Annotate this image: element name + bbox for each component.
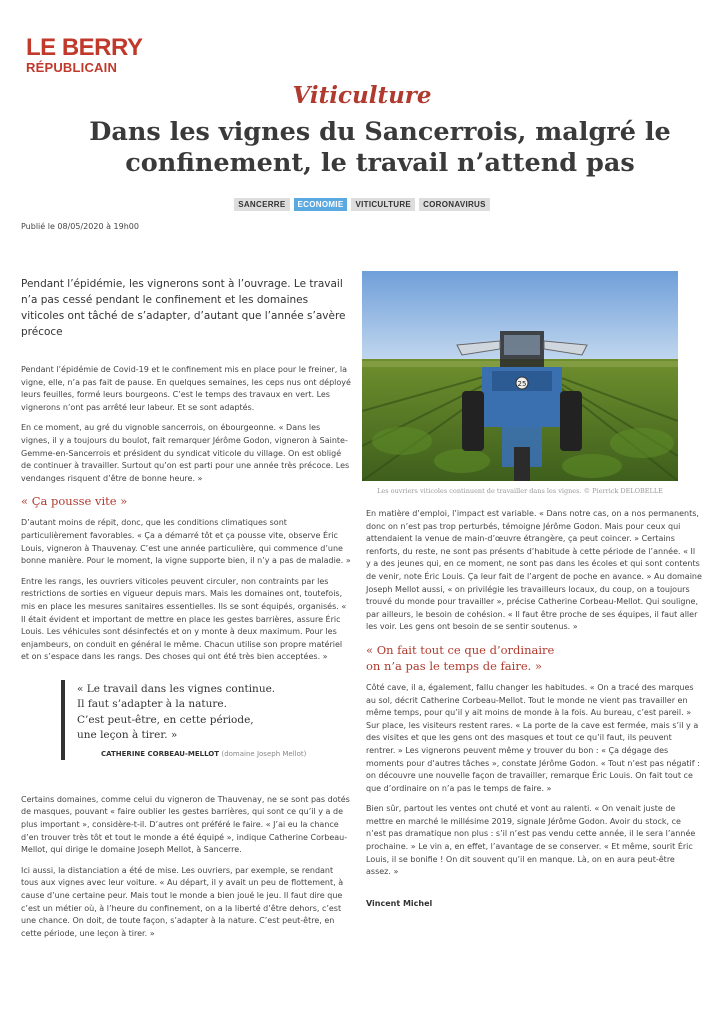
logo-line-2: RÉPUBLICAIN <box>26 60 118 75</box>
site-logo[interactable] <box>26 36 142 74</box>
left-column <box>21 276 351 948</box>
quote-attribution <box>77 750 351 758</box>
paragraph: Entre les rangs, les ouvriers viticoles peuvent circuler, non contraints par les restrictions de sorties en vigueur depuis mars. Mais les domaines ont, toutefois, mis en place les mesures sanitaires essentielles. Ils se sont équipés, organisés. « Il était évident et important de mettre en place les gestes barrières, assure Éric Louis. Les véhicules sont désinfectés et on y monte à deux maximum. Pour les enjambeurs, on conduit en général le même. Chacun utilise son propre matériel et on s’espace dans les rangs. Des choses qui ont été très bien acceptées. » <box>21 576 347 662</box>
paragraph: Pendant l’épidémie de Covid-19 et le confinement mis en place pour le freiner, la vigne, elle, n’a pas fait de pause. En quelques semaines, les ceps nus ont déployé leurs feuilles, formé leurs bourgeons. C’est le temps des travaux en vert. Les vignerons n’ont pas arrêté leur labeur. Et se sont adaptés. <box>21 365 351 412</box>
paragraph: En matière d’emploi, l’impact est variable. « Dans notre cas, on a nos permanents, donc on n’est pas trop perturbés, témoigne Jérôme Godon. Mais pour ceux qui attendaient la venue de main-d’œuvre étrangère, ça peut coincer. » Certains renforts, du reste, ne sont pas présents d’habitude à cette période de l’année. « Il y a des jeunes qui, en ce moment, ne sont pas dans les écoles et qui sont contents de venir, note Éric Louis. Ça leur fait de l’argent de poche en avance. » Au domaine Joseph Mellot aussi, « on privilégie les travailleurs locaux, du coup, on a toujours trouvé du monde pour travailler », précise Catherine Corbeau-Mellot. Qui souligne, par ailleurs, le besoin de cohésion. « Il faut être proche de ses équipes, il faut aller les voir. Les gens ont besoin de se sentir soutenus. » <box>366 509 702 632</box>
quote-line: Il faut s’adapter à la nature. <box>77 698 227 711</box>
pull-quote <box>61 680 351 760</box>
subheading: « Ça pousse vite » <box>21 494 128 509</box>
tag-sancerre[interactable]: SANCERRE <box>234 198 289 211</box>
quote-line: C’est peut-être, en cette période, <box>77 713 254 726</box>
tag-list <box>0 198 724 211</box>
publish-date: Publié le 08/05/2020 à 19h00 <box>21 222 139 231</box>
paragraph: Côté cave, il a, également, fallu changer les habitudes. « On a tracé des marques au sol, décrit Catherine Corbeau-Mellot. Tout le monde ne vient pas travailler en même temps, pour qu’il y ait moins de monde à la fois. Au bureau, c’est pareil. » Sur place, les visiteurs restent rares. « La porte de la cave est fermée, mais s’il y a des visites et que les gens ont des masques et tout ce qu’il faut, ils peuvent rentrer. » Les vignerons peuvent même y trouver du bon : « Ça dégage des moments pour d’autres tâches », constate Jérôme Godon. « Tout n’est pas négatif : on découvre une nouvelle façon de travailler, remarque Éric Louis. On fait tout ce que d’ordinaire on n’a pas le temps de faire. » <box>366 682 700 793</box>
article-author[interactable]: Vincent Michel <box>366 898 433 908</box>
tag-coronavirus[interactable]: CORONAVIRUS <box>419 198 490 211</box>
tag-economie[interactable]: ECONOMIE <box>294 198 348 211</box>
quote-line: une leçon à tirer. » <box>77 729 178 742</box>
tractor-plate-number: 25 <box>517 380 527 388</box>
quote-organization: (domaine Joseph Mellot) <box>221 749 307 758</box>
paragraph: Ici aussi, la distanciation a été de mise. Les ouvriers, par exemple, se rendant tous aux vignes avec leur voiture. « Au départ, il y avait un peu de flottement, à cause d’une certaine peur. Mais tout le monde a bien joué le jeu. Il faut dire que c’est un métier où, à l’heure du confinement, on a la liberté d’être dehors, c’est une chance. On doit, de toute façon, s’adapter à la nature. C’est peut-être, en cette période, une leçon à tirer. » <box>21 865 344 938</box>
article-photo[interactable] <box>362 271 678 481</box>
quote-author: CATHERINE CORBEAU-MELLOT <box>101 749 220 758</box>
quote-line: « Le travail dans les vignes continue. <box>77 682 276 695</box>
paragraph: Certains domaines, comme celui du vigneron de Thauvenay, ne se sont pas dotés de masques, pouvant « faire oublier les gestes barrières, qui sont ce qu’il y a de plus important », considère-t-il. D’autres ont préféré le faire. « J’ai eu la chance d’en trouver très tôt et tout le monde a été équipé », indique Catherine Corbeau-Mellot, qui dirige le domaine Joseph Mellot, à Sancerre. <box>21 794 350 855</box>
quote-text <box>77 682 351 744</box>
right-column <box>366 508 702 908</box>
photo-caption: Les ouvriers viticoles continuent de travailler dans les vignes. © Pierrick DELOBELLE <box>377 487 663 495</box>
article-kicker: Viticulture <box>292 82 432 109</box>
paragraph: En ce moment, au gré du vignoble sancerrois, on ébourgeonne. « Dans les vignes, il y a toujours du boulot, fait remarquer Jérôme Godon, vigneron à Sainte-Gemme-en-Sancerrois et président du syndicat viticole du village. On est obligé de continuer à travailler. Surtout qu’on est parti pour une année très précoce. Les vendanges risquent d’être de bonne heure. » <box>21 423 350 483</box>
logo-line-1: LE BERRY <box>26 34 143 61</box>
article-headline: Dans les vignes du Sancerrois, malgré le confinement, le travail n’attend pas <box>89 117 671 178</box>
subheading-line: on n’a pas le temps de faire. » <box>366 658 542 673</box>
paragraph: D’autant moins de répit, donc, que les conditions climatiques sont particulièrement favorables. « Ça a démarré tôt et ça pousse vite, observe Éric Louis, vigneron à Thauvenay. C’est une année particulière, qui commence d’une bonne manière. Pour le moment, la vigne supporte bien, il n’y a pas de maladie. » <box>21 518 351 566</box>
article-lead: Pendant l’épidémie, les vignerons sont à l’ouvrage. Le travail n’a pas cessé pendant le confinement et les domaines viticoles ont tâché de s’adapter, d’autant que l’année s’avère précoce <box>21 278 346 338</box>
subheading <box>366 642 702 674</box>
paragraph: Bien sûr, partout les ventes ont chuté et vont au ralenti. « On venait juste de mettre en marché le millésime 2019, signale Jérôme Godon. Avoir du stock, ce n’est pas dramatique non plus : s’il n’est pas vendu cette année, il le sera l’année prochaine. » Le vin a, en effet, l’avantage de se conserver. « Et même, sourit Éric Louis, il se bonifie ! On dit souvent qu’il en manque. Là, on en aura peut-être assez. » <box>366 804 696 877</box>
tag-viticulture[interactable]: VITICULTURE <box>351 198 415 211</box>
tractor-vineyard-image <box>362 271 678 481</box>
subheading-line: « On fait tout ce que d’ordinaire <box>366 642 555 657</box>
